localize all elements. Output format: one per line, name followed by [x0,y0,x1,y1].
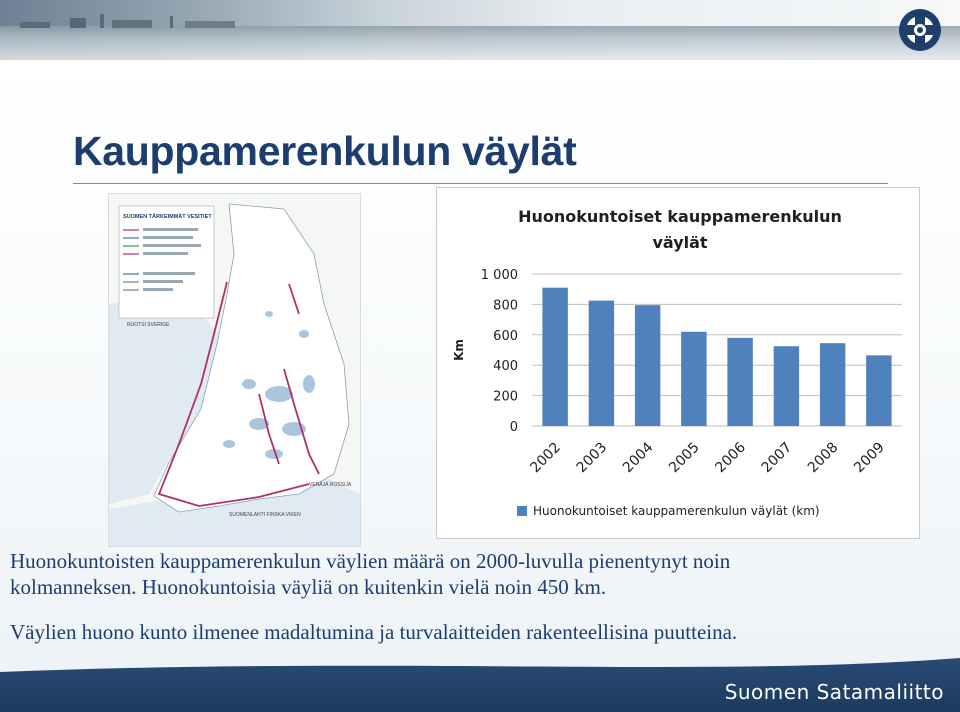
x-tick-label-2009: 2009 [851,439,888,477]
x-tick-label-2002: 2002 [527,439,564,477]
footer-brand-text: Suomen Satamaliitto [724,680,944,704]
y-tick-label: 600 [493,328,518,344]
bar-2004 [635,305,660,426]
x-tick-label-2005: 2005 [666,439,703,477]
footer-wave [0,652,960,682]
paragraph-1-line-2: kolmanneksen. Huonokuntoisia väyliä on kuitenkin vielä noin 450 km. [10,575,607,599]
bar-2008 [820,343,845,426]
bar-2009 [866,355,891,426]
chart-title-line-2: väylät [652,233,708,252]
bar-2002 [542,288,567,426]
y-axis-label: Km [452,339,466,361]
bar-chart [436,187,920,539]
y-tick-label: 1 000 [480,268,518,283]
paragraph-1-line-1: Huonokuntoisten kauppamerenkulun väylien määrä on 2000-luvulla pienentynyt noin [10,549,731,573]
y-tick-label: 400 [493,359,518,375]
header-banner [0,0,960,60]
x-tick-labels [527,439,887,476]
bar-2003 [589,301,614,426]
legend-swatch [517,506,527,516]
bar-2005 [681,332,706,426]
grid-lines [532,274,902,426]
slide-title: Kauppamerenkulun väylät [73,128,577,174]
y-tick-label: 0 [509,420,518,435]
map-label-gulf: SUOMENLAHTI FINSKA VIKEN [229,512,301,518]
x-tick-label-2004: 2004 [619,439,657,477]
map-label-sweden: RUOTSI SVERIGE [127,322,170,328]
paragraph-2: Väylien huono kunto ilmenee madaltumina ja turvalaitteiden rakenteellisina puutteina. [10,620,738,644]
waterways-map-image [108,193,361,547]
title-divider [73,183,888,184]
x-tick-label-2007: 2007 [758,439,796,477]
map-label-russia: VENÄJÄ ROSSIJA [309,482,352,488]
x-tick-label-2008: 2008 [804,439,842,477]
harbor-skyline-image [0,10,300,32]
x-tick-label-2006: 2006 [712,439,749,477]
y-tick-label: 800 [493,298,518,314]
chart-title-line-1: Huonokuntoiset kauppamerenkulun [518,207,842,226]
x-tick-label-2003: 2003 [573,439,611,477]
y-tick-label: 200 [493,389,518,405]
legend-label: Huonokuntoiset kauppamerenkulun väylät (km) [533,504,820,518]
map-legend-title: SUOMEN TÄRKEIMMÄT VESITIET [123,214,212,220]
bar-2007 [774,346,799,426]
paragraph-1 [10,548,730,600]
bar-2006 [727,338,752,426]
satamaliitto-logo-icon [896,6,944,54]
bars [542,288,891,426]
y-tick-labels [481,268,518,435]
